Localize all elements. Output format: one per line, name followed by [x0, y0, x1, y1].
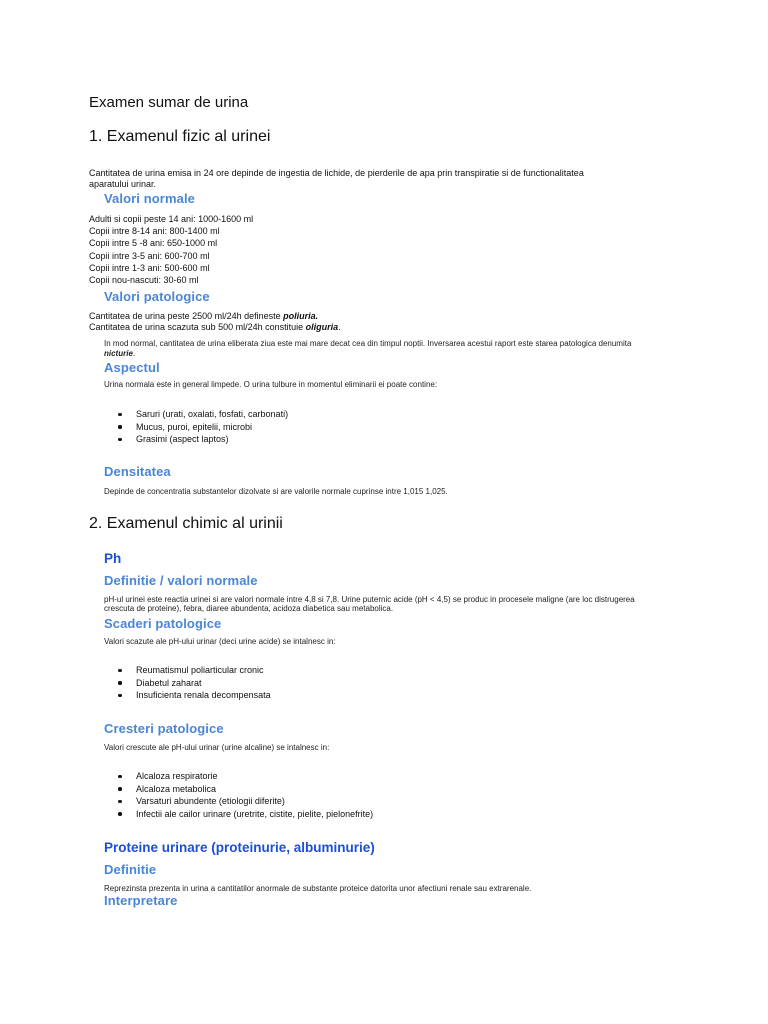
aspectul-heading: Aspectul — [104, 360, 160, 375]
cresteri-heading: Cresteri patologice — [104, 721, 224, 736]
ph-definitie-line-1: pH-ul urinei este reactia urinei si are valori normale intre 4,8 si 7,8. Urine puternic acide (pH < 4,5) se produc in procesele maligne (are loc distrugerea — [104, 595, 635, 604]
document-title: Examen sumar de urina — [89, 94, 249, 111]
oliguria-term: oliguria — [305, 322, 339, 332]
poliuria-text: Cantitatea de urina peste 2500 ml/24h defineste — [89, 311, 284, 321]
scaderi-heading: Scaderi patologice — [104, 616, 222, 631]
section-2-heading: 2. Examenul chimic al urinii — [89, 515, 283, 532]
aspectul-list — [111, 408, 288, 446]
cresteri-list-item: Alcaloza respiratorie — [111, 770, 373, 783]
ph-definitie-heading: Definitie / valori normale — [104, 573, 258, 588]
cresteri-list-item: Varsaturi abundente (etiologii diferite) — [111, 795, 373, 808]
interpretare-heading: Interpretare — [104, 893, 178, 908]
scaderi-text: Valori scazute ale pH-ului urinar (deci urine acide) se intalnesc in: — [104, 637, 336, 646]
scaderi-list-item: Insuficienta renala decompensata — [111, 689, 271, 702]
valori-normale-item: Adulti si copii peste 14 ani: 1000-1600 ml — [89, 214, 254, 224]
section-1-intro-line-1: Cantitatea de urina emisa in 24 ore depinde de ingestia de lichide, de pierderile de apa prin transpiratie si de functionalitatea — [89, 168, 584, 178]
valori-normale-item: Copii intre 8-14 ani: 800-1400 ml — [89, 226, 220, 237]
nicturie-note-line-1: In mod normal, cantitatea de urina eliberata ziua este mai mare decat cea din timpul noptii. Inversarea acestui raport este starea patologica denumita — [104, 339, 632, 348]
aspectul-list-item: Mucus, puroi, epitelii, microbi — [111, 421, 288, 434]
valori-normale-list — [89, 213, 253, 286]
cresteri-text: Valori crescute ale pH-ului urinar (urine alcaline) se intalnesc in: — [104, 743, 330, 752]
aspectul-text: Urina normala este in general limpede. O urina tulbure in momentul eliminarii ei poate contine: — [104, 380, 438, 389]
aspectul-list-item: Grasimi (aspect laptos) — [111, 433, 288, 446]
proteine-definitie-text: Reprezinsta prezenta in urina a cantitatilor anormale de substante proteice datorita unor afectiuni renale sau extrarenale. — [104, 884, 532, 893]
scaderi-list — [111, 664, 271, 702]
valori-normale-item: Copii nou-nascuti: 30-60 ml — [89, 275, 199, 286]
ph-heading: Ph — [104, 551, 122, 566]
densitatea-text: Depinde de concentratia substantelor dizolvate si are valorile normale cuprinse intre 1,015 1,025. — [104, 487, 448, 496]
cresteri-list — [111, 770, 373, 820]
ph-definitie-line-2: crescuta de proteine), febra, diaree abundenta, acidoza diabetica sau metabolica. — [104, 604, 394, 613]
poliuria-line — [89, 311, 318, 322]
nicturie-term: nicturie — [104, 349, 133, 358]
proteine-heading: Proteine urinare (proteinurie, albuminurie) — [104, 840, 375, 855]
nicturie-note-line-2 — [104, 349, 135, 359]
valori-patologice-heading: Valori patologice — [104, 289, 210, 304]
proteine-definitie-heading: Definitie — [104, 862, 157, 877]
poliuria-term: poliuria. — [283, 311, 319, 321]
oliguria-text: Cantitatea de urina scazuta sub 500 ml/24h constituie — [89, 322, 306, 332]
oliguria-end: . — [338, 322, 341, 332]
nicturie-end: . — [132, 349, 136, 358]
section-1-intro-line-2: aparatului urinar. — [89, 179, 157, 189]
densitatea-heading: Densitatea — [104, 464, 171, 479]
valori-normale-item: Copii intre 5 -8 ani: 650-1000 ml — [89, 238, 218, 249]
valori-normale-item: Copii intre 3-5 ani: 600-700 ml — [89, 250, 210, 261]
valori-normale-heading: Valori normale — [104, 191, 195, 206]
scaderi-list-item: Diabetul zaharat — [111, 677, 271, 690]
aspectul-list-item: Saruri (urati, oxalati, fosfati, carbonati) — [111, 408, 288, 421]
cresteri-list-item: Infectii ale cailor urinare (uretrite, cistite, pielite, pielonefrite) — [111, 808, 373, 821]
scaderi-list-item: Reumatismul poliarticular cronic — [111, 664, 271, 677]
cresteri-list-item: Alcaloza metabolica — [111, 783, 373, 796]
oliguria-line — [89, 322, 341, 333]
valori-normale-item: Copii intre 1-3 ani: 500-600 ml — [89, 262, 210, 273]
section-1-heading: 1. Examenul fizic al urinei — [89, 128, 271, 145]
